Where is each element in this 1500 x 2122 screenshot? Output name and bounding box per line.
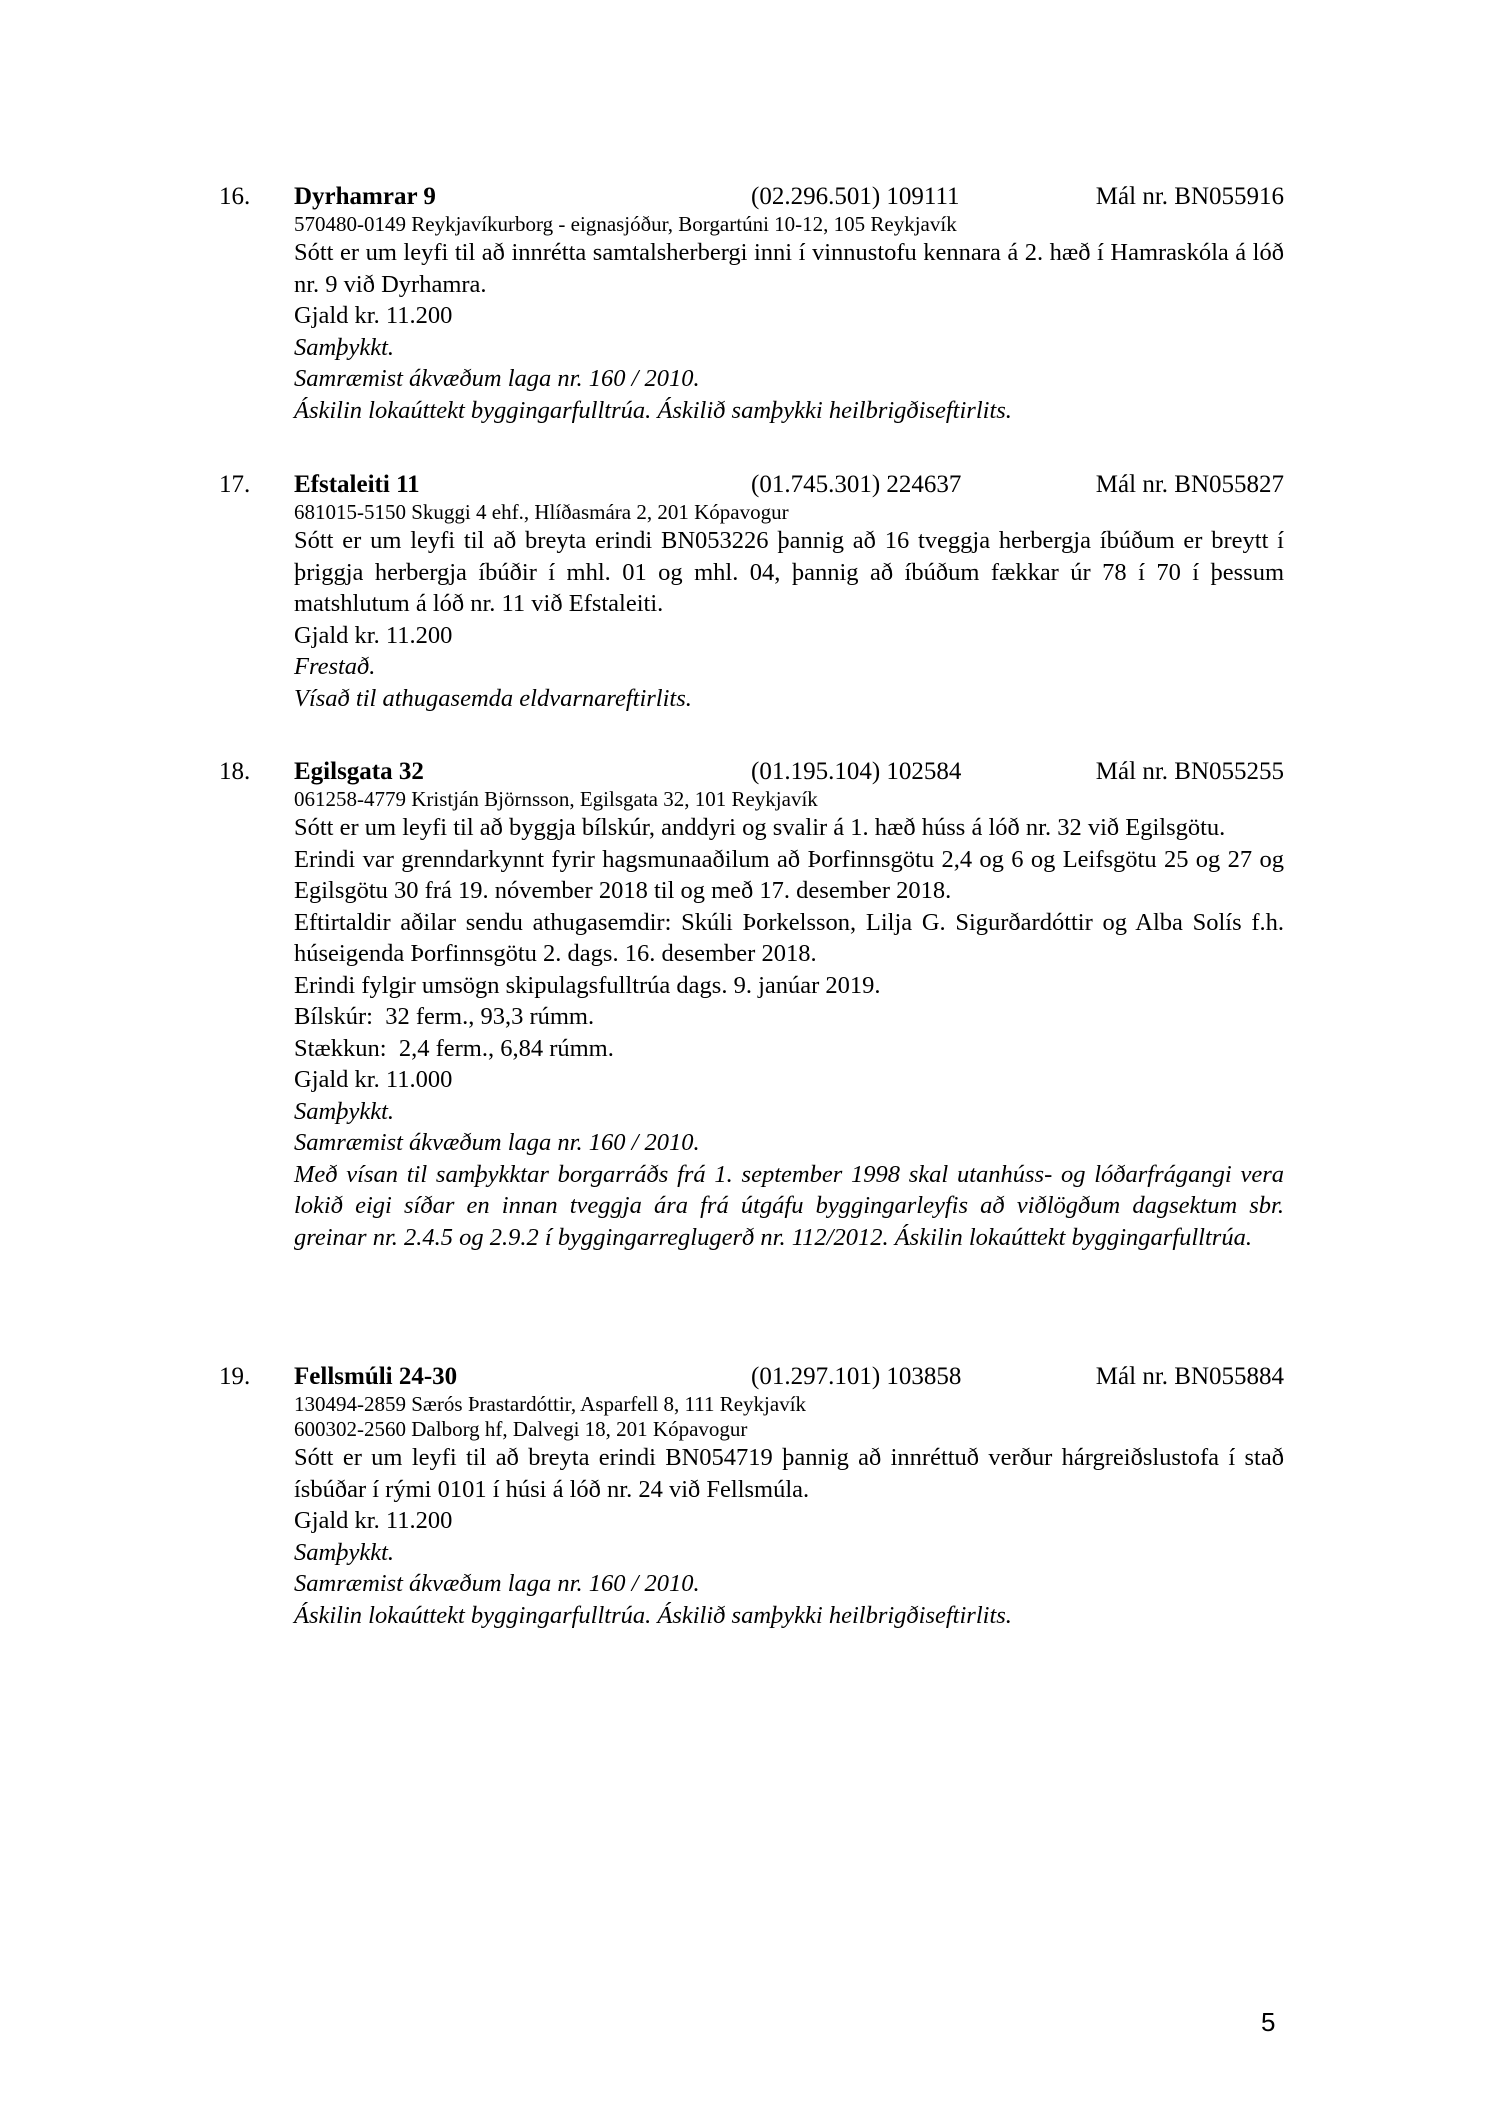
case-entry [219, 757, 1284, 1253]
entry-owner: 130494-2859 Særós Þrastardóttir, Asparfell 8, 111 Reykjavík [294, 1392, 807, 1416]
entry-note: Með vísan til samþykktar borgarráðs frá 1. september 1998 skal utanhúss- og lóðarfrágangi vera lokið eigi síðar en innan tveggja ára frá útgáfu byggingarleyfis að viðlögðum dagsektum sbr. greinar nr. 2.4.5 og 2.9.2 í byggingarreglugerð nr. 112/2012. Áskilin lokaúttekt byggingarfulltrúa. [294, 1160, 1284, 1251]
entry-land-number: (01.745.301) 224637 [751, 471, 962, 498]
entry-body [294, 787, 1284, 1253]
entry-description: Sótt er um leyfi til að breyta erindi BN053226 þannig að 16 tveggja herbergja íbúðum er breytt í þriggja herbergja íbúðir í mhl. 01 og mhl. 04, þannig að íbúðum fækkar úr 78 í 70 í þessum matshlutum á lóð nr. 11 við Efstaleiti. [294, 527, 1284, 617]
entry-note: Áskilin lokaúttekt byggingarfulltrúa. Áskilið samþykki heilbrigðiseftirlits. [294, 1601, 1012, 1629]
entry-case-number: Mál nr. BN055255 [1095, 758, 1284, 785]
entry-note: Samræmist ákvæðum laga nr. 160 / 2010. [294, 1129, 700, 1156]
entry-header [219, 1362, 1284, 1392]
entry-fee: Gjald kr. 11.200 [294, 621, 453, 649]
entry-note: Samræmist ákvæðum laga nr. 160 / 2010. [294, 1570, 700, 1597]
entry-fee: Gjald kr. 11.000 [294, 1066, 453, 1093]
entry-description: Sótt er um leyfi til að breyta erindi BN054719 þannig að innréttuð verður hárgreiðslustofa í stað ísbúðar í rými 0101 í húsi á lóð nr. 24 við Fellsmúla. [294, 1444, 1284, 1503]
entry-note: Vísað til athugasemda eldvarnareftirlits. [294, 684, 692, 712]
entry-decision: Samþykkt. [294, 333, 394, 361]
entry-note: Samræmist ákvæðum laga nr. 160 / 2010. [294, 365, 700, 392]
entry-case-number: Mál nr. BN055916 [1095, 183, 1284, 210]
entry-land-number: (01.195.104) 102584 [751, 758, 962, 785]
case-entry [219, 182, 1284, 426]
entry-owner: 570480-0149 Reykjavíkurborg - eignasjóður, Borgartúni 10-12, 105 Reykjavík [294, 212, 957, 236]
entry-number: 19. [219, 1363, 251, 1390]
entry-fee: Gjald kr. 11.200 [294, 1507, 453, 1534]
entry-decision: Frestað. [294, 653, 376, 680]
entry-land-number: (01.297.101) 103858 [751, 1363, 962, 1390]
entry-decision: Samþykkt. [294, 1097, 394, 1125]
entry-case-number: Mál nr. BN055884 [1095, 1363, 1284, 1390]
entry-header [219, 470, 1284, 500]
entry-header [219, 757, 1284, 787]
entry-street: Fellsmúli 24-30 [294, 1363, 458, 1390]
entry-neighbour-notice: Erindi var grenndarkynnt fyrir hagsmunaaðilum að Þorfinnsgötu 2,4 og 6 og Leifsgötu 25 og 27 og Egilsgötu 30 frá 19. nóvember 2018 til og með 17. desember 2018. [294, 845, 1284, 904]
entry-review: Erindi fylgir umsögn skipulagsfulltrúa dags. 9. janúar 2019. [294, 971, 881, 999]
entry-objections: Eftirtaldir aðilar sendu athugasemdir: Skúli Þorkelsson, Lilja G. Sigurðardóttir og Alba Solís f.h. húseigenda Þorfinnsgötu 2. dags. 16. desember 2018. [294, 908, 1284, 967]
entry-body [294, 212, 1284, 426]
case-entry [219, 470, 1284, 714]
entry-body [294, 500, 1284, 714]
entry-land-number: (02.296.501) 109111 [751, 183, 960, 210]
entry-header [219, 182, 1284, 212]
entry-note: Áskilin lokaúttekt byggingarfulltrúa. Áskilið samþykki heilbrigðiseftirlits. [294, 396, 1012, 424]
entry-body [294, 1392, 1284, 1631]
entry-owner: 600302-2560 Dalborg hf, Dalvegi 18, 201 Kópavogur [294, 1417, 748, 1441]
entry-description: Sótt er um leyfi til að innrétta samtalsherbergi inni í vinnustofu kennara á 2. hæð í Hamraskóla á lóð nr. 9 við Dyrhamra. [294, 239, 1284, 298]
entry-number: 16. [219, 183, 251, 210]
entry-description: Sótt er um leyfi til að byggja bílskúr, anddyri og svalir á 1. hæð húss á lóð nr. 32 við Egilsgötu. [294, 814, 1226, 841]
entry-street: Efstaleiti 11 [294, 471, 420, 498]
case-entry [219, 1362, 1284, 1631]
entry-case-number: Mál nr. BN055827 [1095, 471, 1284, 498]
entry-decision: Samþykkt. [294, 1538, 394, 1566]
entry-street: Dyrhamrar 9 [294, 183, 436, 210]
entry-extension-size: Stækkun: 2,4 ferm., 6,84 rúmm. [294, 1034, 614, 1062]
entry-fee: Gjald kr. 11.200 [294, 302, 453, 329]
entry-number: 17. [219, 471, 251, 498]
entry-owner: 681015-5150 Skuggi 4 ehf., Hlíðasmára 2, 201 Kópavogur [294, 500, 789, 524]
entry-number: 18. [219, 758, 251, 785]
entry-garage-size: Bílskúr: 32 ferm., 93,3 rúmm. [294, 1003, 595, 1030]
page-number: 5 [1261, 2007, 1276, 2037]
entry-owner: 061258-4779 Kristján Björnsson, Egilsgata 32, 101 Reykjavík [294, 787, 818, 811]
entry-street: Egilsgata 32 [294, 758, 424, 785]
